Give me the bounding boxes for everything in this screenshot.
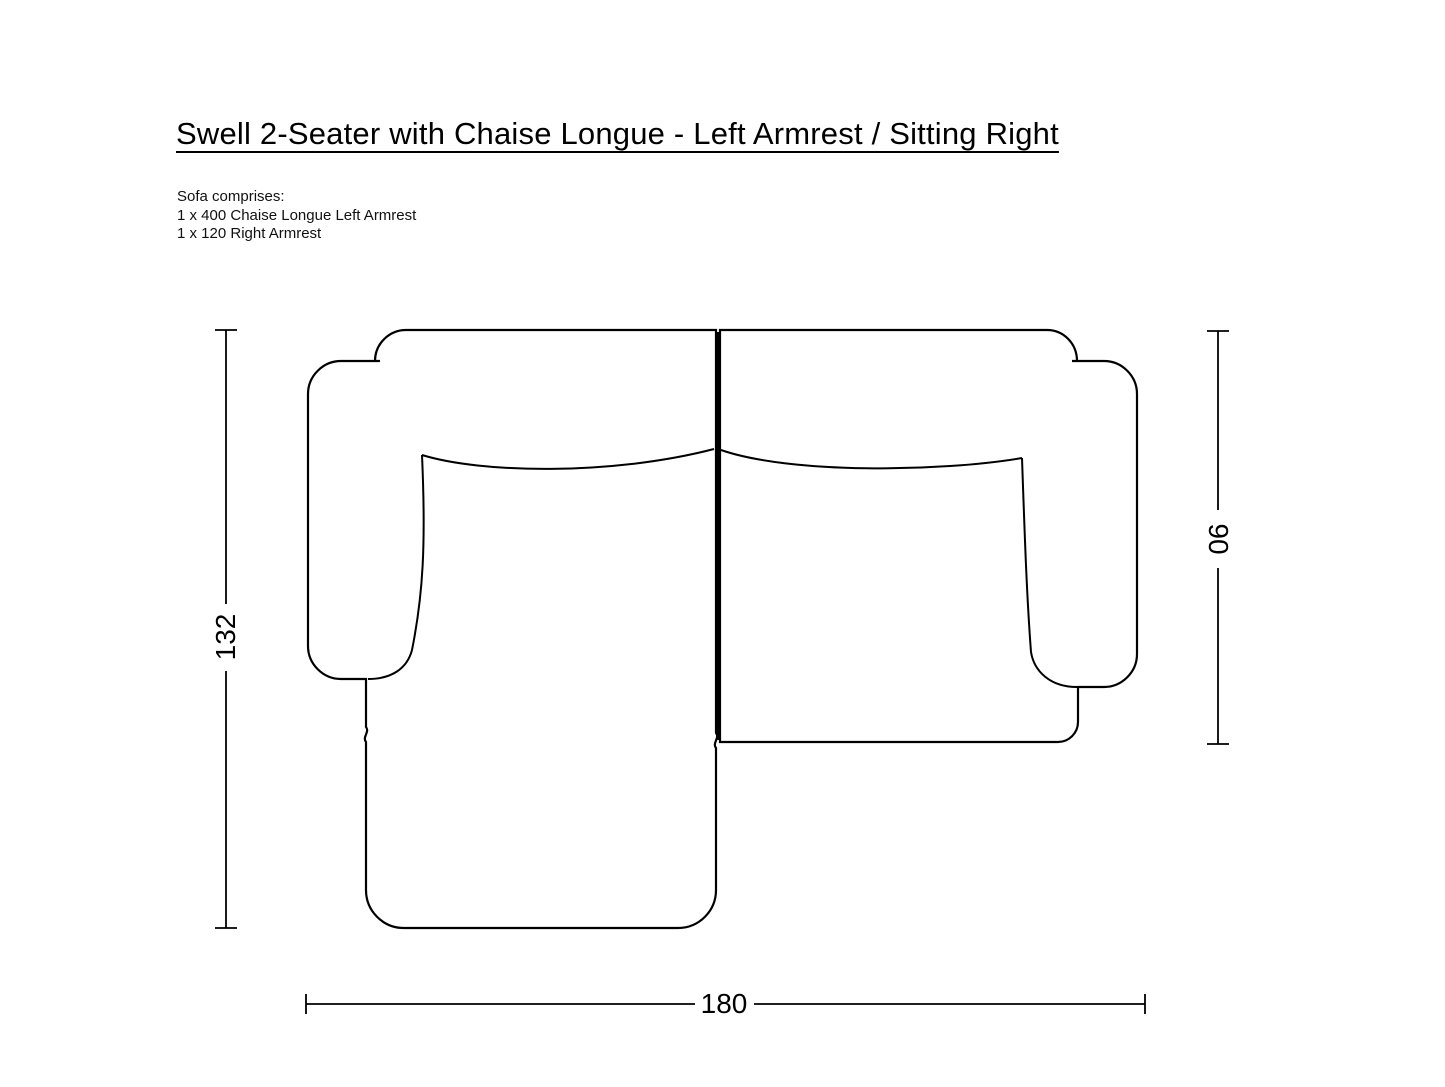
composition-item: 1 x 120 Right Armrest <box>177 225 322 243</box>
dimension-label-seat-depth: 90 <box>1203 523 1234 555</box>
composition-item: 1 x 400 Chaise Longue Left Armrest <box>177 206 417 224</box>
left-armrest-inner-edge <box>368 455 424 679</box>
dimension-label-total-depth: 132 <box>210 613 241 661</box>
seat-back-separation-right <box>721 450 1022 468</box>
seat-back-separation-left <box>422 449 714 469</box>
dimension-label-total-width: 180 <box>700 988 748 1019</box>
page-title: Swell 2-Seater with Chaise Longue - Left Armrest / Sitting Right <box>176 116 1059 151</box>
composition-intro: Sofa comprises: <box>177 188 285 205</box>
right-armrest-inner-edge <box>1022 458 1077 687</box>
chaise-module-outline <box>308 330 717 928</box>
right-module-outline <box>720 330 1137 742</box>
